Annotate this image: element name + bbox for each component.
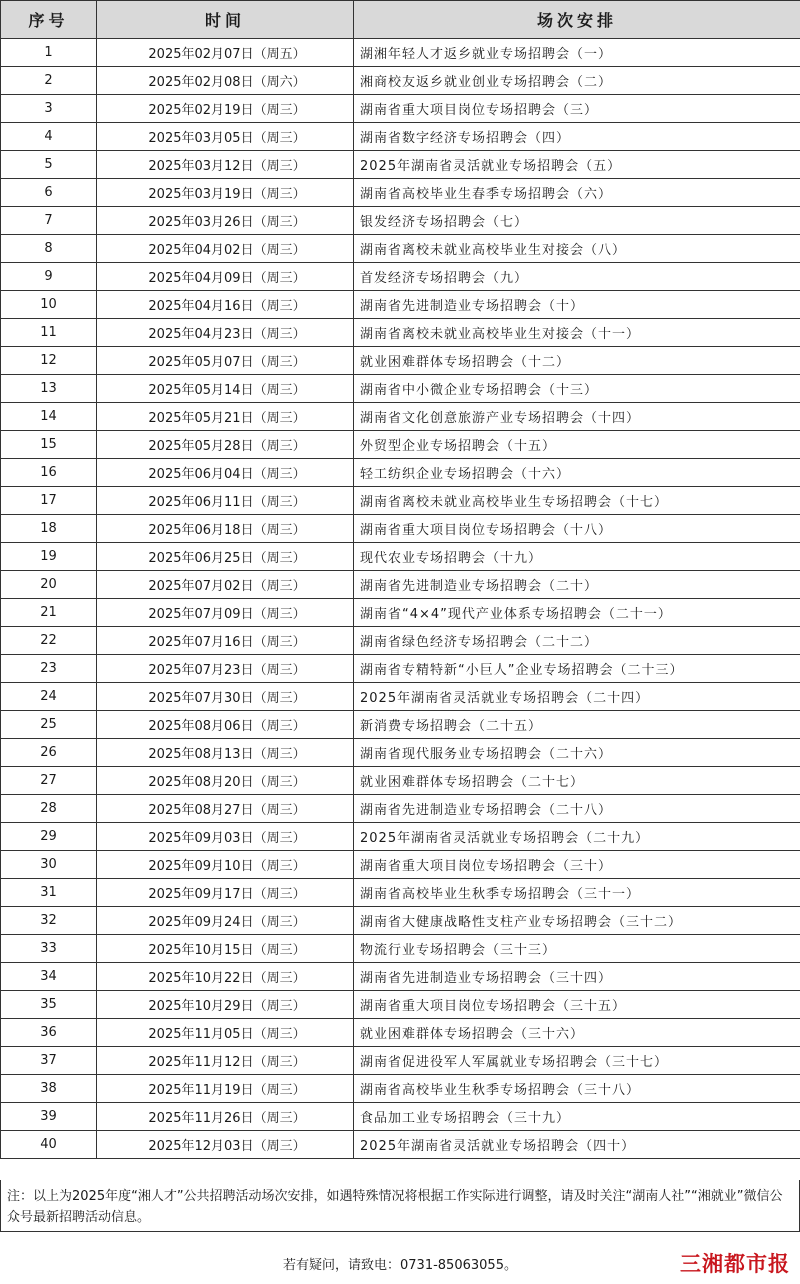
row-event: 湖南省先进制造业专场招聘会（三十四） (354, 963, 800, 991)
row-date: 2025年09月17日（周三） (97, 879, 354, 907)
row-event: 湖南省先进制造业专场招聘会（十） (354, 291, 800, 319)
row-number: 2 (1, 67, 97, 95)
row-date: 2025年08月27日（周三） (97, 795, 354, 823)
row-event: 就业困难群体专场招聘会（三十六） (354, 1019, 800, 1047)
table-row (1, 1131, 800, 1159)
table-row (1, 487, 800, 515)
row-event: 物流行业专场招聘会（三十三） (354, 935, 800, 963)
table-row (1, 655, 800, 683)
row-number: 8 (1, 235, 97, 263)
row-date: 2025年09月24日（周三） (97, 907, 354, 935)
row-event: 湖南省高校毕业生秋季专场招聘会（三十八） (354, 1075, 800, 1103)
row-number: 29 (1, 823, 97, 851)
row-number: 37 (1, 1047, 97, 1075)
contact-line: 若有疑问，请致电：0731-85063055。 (283, 1258, 517, 1273)
row-event: 2025年湖南省灵活就业专场招聘会（二十九） (354, 823, 800, 851)
table-row (1, 599, 800, 627)
table-row (1, 991, 800, 1019)
table-row (1, 1075, 800, 1103)
row-date: 2025年07月09日（周三） (97, 599, 354, 627)
table-row (1, 179, 800, 207)
table-row (1, 767, 800, 795)
row-date: 2025年07月23日（周三） (97, 655, 354, 683)
row-event: 湖南省绿色经济专场招聘会（二十二） (354, 627, 800, 655)
row-event: 就业困难群体专场招聘会（十二） (354, 347, 800, 375)
row-date: 2025年11月26日（周三） (97, 1103, 354, 1131)
row-number: 24 (1, 683, 97, 711)
row-event: 湖南省高校毕业生春季专场招聘会（六） (354, 179, 800, 207)
row-number: 11 (1, 319, 97, 347)
row-event: 湖南省重大项目岗位专场招聘会（十八） (354, 515, 800, 543)
row-number: 22 (1, 627, 97, 655)
row-date: 2025年08月06日（周三） (97, 711, 354, 739)
table-row (1, 907, 800, 935)
table-row (1, 39, 800, 67)
table-row (1, 683, 800, 711)
row-event: 湖南省数字经济专场招聘会（四） (354, 123, 800, 151)
row-date: 2025年06月25日（周三） (97, 543, 354, 571)
table-row (1, 151, 800, 179)
row-number: 38 (1, 1075, 97, 1103)
row-date: 2025年05月07日（周三） (97, 347, 354, 375)
table-row (1, 375, 800, 403)
row-event: 湖南省离校未就业高校毕业生专场招聘会（十七） (354, 487, 800, 515)
footnote: 注：以上为2025年度“湘人才”公共招聘活动场次安排，如遇特殊情况将根据工作实际进行调整，请及时关注“湖南人社”“湘就业”微信公众号最新招聘活动信息。 (0, 1180, 800, 1232)
table-row (1, 851, 800, 879)
row-event: 食品加工业专场招聘会（三十九） (354, 1103, 800, 1131)
row-number: 30 (1, 851, 97, 879)
row-number: 28 (1, 795, 97, 823)
row-date: 2025年10月29日（周三） (97, 991, 354, 1019)
row-event: 就业困难群体专场招聘会（二十七） (354, 767, 800, 795)
table-row (1, 935, 800, 963)
table-row (1, 235, 800, 263)
row-date: 2025年04月23日（周三） (97, 319, 354, 347)
row-number: 1 (1, 39, 97, 67)
table-row (1, 879, 800, 907)
row-event: 外贸型企业专场招聘会（十五） (354, 431, 800, 459)
table-row (1, 627, 800, 655)
row-event: 湖南省重大项目岗位专场招聘会（三） (354, 95, 800, 123)
row-event: 湖南省“4×4”现代产业体系专场招聘会（二十一） (354, 599, 800, 627)
row-event: 湖南省中小微企业专场招聘会（十三） (354, 375, 800, 403)
row-number: 36 (1, 1019, 97, 1047)
row-number: 32 (1, 907, 97, 935)
row-date: 2025年06月04日（周三） (97, 459, 354, 487)
table-row (1, 291, 800, 319)
row-event: 湖南省促进役军人军属就业专场招聘会（三十七） (354, 1047, 800, 1075)
row-number: 18 (1, 515, 97, 543)
row-date: 2025年05月21日（周三） (97, 403, 354, 431)
table-header-row (1, 1, 800, 39)
row-date: 2025年06月11日（周三） (97, 487, 354, 515)
row-event: 湖南省大健康战略性支柱产业专场招聘会（三十二） (354, 907, 800, 935)
row-date: 2025年07月16日（周三） (97, 627, 354, 655)
row-event: 湖南省现代服务业专场招聘会（二十六） (354, 739, 800, 767)
header-event: 场次安排 (354, 1, 800, 39)
row-date: 2025年11月05日（周三） (97, 1019, 354, 1047)
table-row (1, 123, 800, 151)
row-date: 2025年07月30日（周三） (97, 683, 354, 711)
row-date: 2025年02月08日（周六） (97, 67, 354, 95)
row-date: 2025年11月19日（周三） (97, 1075, 354, 1103)
row-date: 2025年04月02日（周三） (97, 235, 354, 263)
row-date: 2025年10月15日（周三） (97, 935, 354, 963)
table-row (1, 459, 800, 487)
row-event: 首发经济专场招聘会（九） (354, 263, 800, 291)
table-body (1, 39, 800, 1159)
row-number: 21 (1, 599, 97, 627)
row-event: 湖南省专精特新“小巨人”企业专场招聘会（二十三） (354, 655, 800, 683)
row-event: 湖南省文化创意旅游产业专场招聘会（十四） (354, 403, 800, 431)
row-number: 39 (1, 1103, 97, 1131)
row-date: 2025年12月03日（周三） (97, 1131, 354, 1159)
row-event: 轻工纺织企业专场招聘会（十六） (354, 459, 800, 487)
table-row (1, 1103, 800, 1131)
newspaper-logo: 三湘都市报 (680, 1252, 790, 1276)
row-number: 12 (1, 347, 97, 375)
row-number: 40 (1, 1131, 97, 1159)
row-number: 26 (1, 739, 97, 767)
row-date: 2025年03月26日（周三） (97, 207, 354, 235)
row-date: 2025年03月19日（周三） (97, 179, 354, 207)
table-row (1, 207, 800, 235)
row-number: 25 (1, 711, 97, 739)
row-event: 2025年湖南省灵活就业专场招聘会（二十四） (354, 683, 800, 711)
row-number: 27 (1, 767, 97, 795)
row-event: 新消费专场招聘会（二十五） (354, 711, 800, 739)
row-event: 湖南省重大项目岗位专场招聘会（三十） (354, 851, 800, 879)
row-event: 湖南省先进制造业专场招聘会（二十） (354, 571, 800, 599)
row-number: 33 (1, 935, 97, 963)
table-row (1, 263, 800, 291)
table-row (1, 67, 800, 95)
row-date: 2025年09月03日（周三） (97, 823, 354, 851)
row-number: 17 (1, 487, 97, 515)
row-event: 湖南省离校未就业高校毕业生对接会（八） (354, 235, 800, 263)
row-event: 2025年湖南省灵活就业专场招聘会（五） (354, 151, 800, 179)
row-number: 4 (1, 123, 97, 151)
row-number: 31 (1, 879, 97, 907)
row-number: 6 (1, 179, 97, 207)
table-row (1, 963, 800, 991)
row-number: 16 (1, 459, 97, 487)
row-event: 湖湘年轻人才返乡就业专场招聘会（一） (354, 39, 800, 67)
row-number: 10 (1, 291, 97, 319)
table-row (1, 515, 800, 543)
table-row (1, 823, 800, 851)
row-event: 湖南省先进制造业专场招聘会（二十八） (354, 795, 800, 823)
table-row (1, 739, 800, 767)
row-number: 14 (1, 403, 97, 431)
row-number: 5 (1, 151, 97, 179)
row-date: 2025年09月10日（周三） (97, 851, 354, 879)
row-event: 湘商校友返乡就业创业专场招聘会（二） (354, 67, 800, 95)
table-row (1, 431, 800, 459)
row-event: 现代农业专场招聘会（十九） (354, 543, 800, 571)
row-date: 2025年08月20日（周三） (97, 767, 354, 795)
table-row (1, 403, 800, 431)
header-time: 时间 (97, 1, 354, 39)
row-date: 2025年05月14日（周三） (97, 375, 354, 403)
row-date: 2025年04月16日（周三） (97, 291, 354, 319)
row-event: 银发经济专场招聘会（七） (354, 207, 800, 235)
table-row (1, 319, 800, 347)
row-date: 2025年11月12日（周三） (97, 1047, 354, 1075)
row-date: 2025年06月18日（周三） (97, 515, 354, 543)
row-event: 湖南省重大项目岗位专场招聘会（三十五） (354, 991, 800, 1019)
row-number: 19 (1, 543, 97, 571)
table-row (1, 95, 800, 123)
header-no: 序号 (1, 1, 97, 39)
row-number: 3 (1, 95, 97, 123)
table-row (1, 347, 800, 375)
table-row (1, 1047, 800, 1075)
row-number: 15 (1, 431, 97, 459)
row-date: 2025年04月09日（周三） (97, 263, 354, 291)
row-number: 13 (1, 375, 97, 403)
table-row (1, 795, 800, 823)
table-row (1, 571, 800, 599)
row-date: 2025年03月05日（周三） (97, 123, 354, 151)
row-date: 2025年10月22日（周三） (97, 963, 354, 991)
row-date: 2025年08月13日（周三） (97, 739, 354, 767)
row-event: 湖南省高校毕业生秋季专场招聘会（三十一） (354, 879, 800, 907)
row-date: 2025年07月02日（周三） (97, 571, 354, 599)
row-date: 2025年05月28日（周三） (97, 431, 354, 459)
row-date: 2025年02月19日（周三） (97, 95, 354, 123)
row-number: 9 (1, 263, 97, 291)
row-date: 2025年02月07日（周五） (97, 39, 354, 67)
row-event: 湖南省离校未就业高校毕业生对接会（十一） (354, 319, 800, 347)
row-number: 35 (1, 991, 97, 1019)
row-date: 2025年03月12日（周三） (97, 151, 354, 179)
table-row (1, 711, 800, 739)
table-row (1, 1019, 800, 1047)
row-number: 34 (1, 963, 97, 991)
table-row (1, 543, 800, 571)
row-number: 20 (1, 571, 97, 599)
row-event: 2025年湖南省灵活就业专场招聘会（四十） (354, 1131, 800, 1159)
row-number: 23 (1, 655, 97, 683)
row-number: 7 (1, 207, 97, 235)
